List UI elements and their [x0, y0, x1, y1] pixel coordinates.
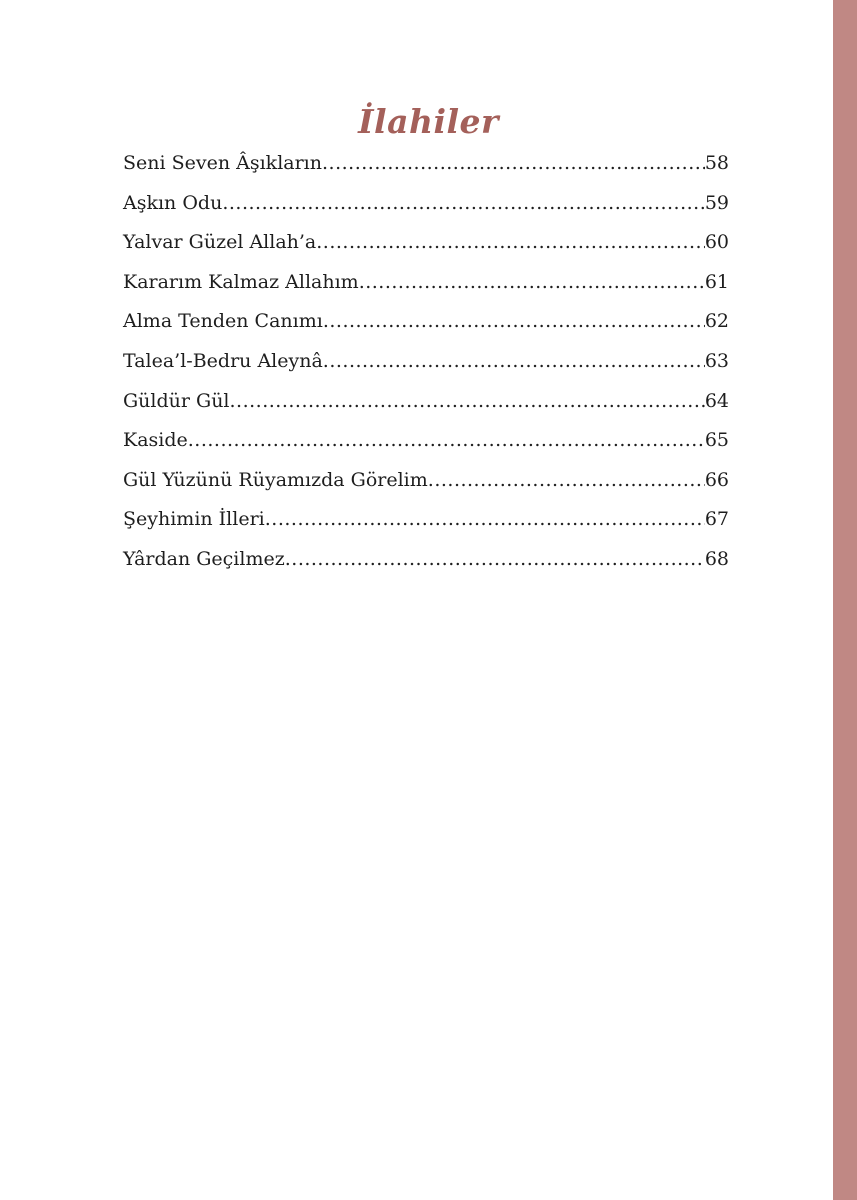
toc-entry-page: 67	[704, 508, 729, 531]
toc-entry-page: 60	[704, 231, 729, 254]
page-edge-band	[833, 0, 857, 1200]
toc-entry-title: Şeyhimin İlleri	[123, 508, 265, 531]
toc-entry-title: Kararım Kalmaz Allahım	[123, 270, 359, 293]
toc-entry-title: Alma Tenden Canımı	[123, 310, 323, 333]
toc-entry-title: Yalvar Güzel Allah’a	[123, 231, 317, 254]
toc-entry-title: Aşkın Odu	[123, 191, 223, 214]
dot-leader	[265, 500, 705, 540]
toc-entry-title: Talea’l-Bedru Aleynâ	[123, 349, 323, 372]
toc-entry	[123, 184, 729, 224]
toc-entry-page: 64	[704, 389, 729, 412]
toc-entry-title: Seni Seven Âşıkların	[123, 152, 322, 174]
dot-leader	[222, 184, 704, 224]
dot-leader	[285, 540, 705, 580]
toc-entry-page: 61	[704, 270, 729, 293]
toc-entry-title: Kaside	[123, 429, 188, 452]
toc-entry	[123, 421, 729, 461]
toc-entry-page: 58	[704, 152, 729, 174]
toc-entry-page: 65	[704, 429, 729, 452]
toc-entry-title: Gül Yüzünü Rüyamızda Görelim	[123, 468, 428, 491]
toc-entry	[123, 342, 729, 382]
toc-entry	[123, 223, 729, 263]
toc-entry	[123, 461, 729, 501]
toc-entry	[123, 144, 729, 184]
dot-leader	[322, 144, 705, 184]
toc-entry	[123, 382, 729, 422]
dot-leader	[428, 461, 705, 501]
toc-entry-title: Yârdan Geçilmez	[123, 547, 285, 570]
toc-entry-title: Güldür Gül	[123, 389, 230, 412]
dot-leader	[323, 342, 705, 382]
toc-entry-page: 63	[704, 349, 729, 372]
toc-entry-page: 62	[704, 310, 729, 333]
dot-leader	[230, 382, 705, 422]
table-of-contents	[123, 144, 729, 580]
toc-entry-page: 59	[704, 191, 729, 214]
toc-entry	[123, 302, 729, 342]
toc-entry	[123, 500, 729, 540]
dot-leader	[359, 263, 705, 303]
toc-entry	[123, 540, 729, 580]
toc-entry	[123, 263, 729, 303]
dot-leader	[188, 421, 705, 461]
toc-entry-page: 66	[704, 468, 729, 491]
dot-leader	[316, 223, 705, 263]
dot-leader	[323, 302, 705, 342]
toc-entry-page: 68	[704, 547, 729, 570]
section-title: İlahiler	[358, 102, 499, 141]
